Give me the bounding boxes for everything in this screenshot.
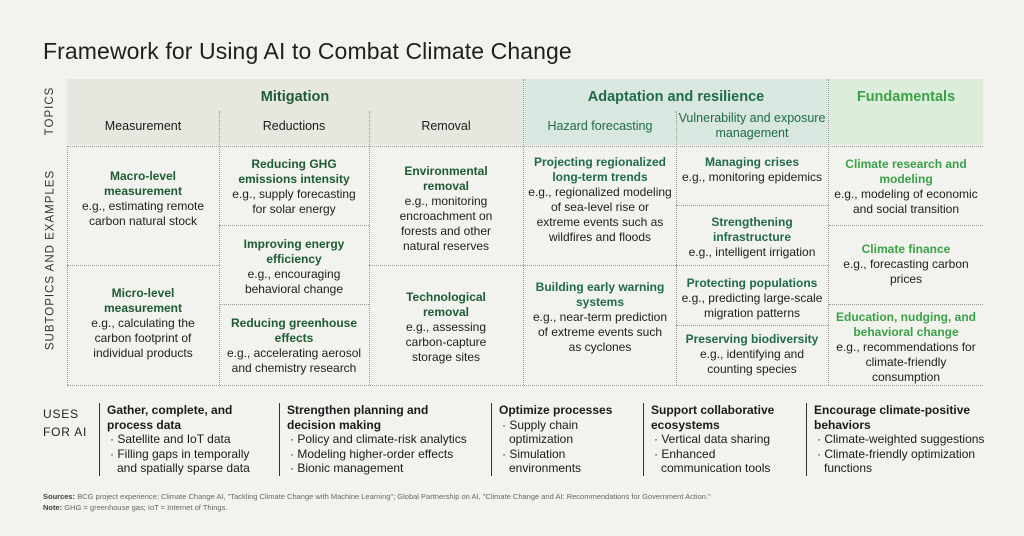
cell-heading: Technological removal <box>406 290 486 319</box>
use-item: · Filling gaps in temporally and spatially sparse data <box>110 446 250 475</box>
cell-detail: e.g., forecasting carbon prices <box>843 257 969 286</box>
cell-managing-crises <box>680 155 824 185</box>
use-collaborative-ecosystems <box>643 403 795 476</box>
cell-heading: Macro-level measurement <box>103 169 183 198</box>
divider <box>369 111 370 385</box>
subtopic-measurement: Measurement <box>104 119 182 133</box>
cell-heading: Climate finance <box>861 242 951 256</box>
cell-protecting-populations <box>678 276 826 321</box>
cell-heading: Managing crises <box>704 155 800 169</box>
divider <box>676 111 677 385</box>
divider <box>676 325 828 326</box>
cell-heading: Projecting regionalized long-term trends <box>533 155 667 184</box>
use-gather-data <box>99 403 269 476</box>
divider <box>828 79 829 385</box>
cell-detail: e.g., near-term prediction of extreme events such as cyclones <box>532 310 668 354</box>
use-strengthen-planning <box>279 403 479 476</box>
subtopic-removal: Removal <box>421 119 471 133</box>
use-item: · Enhanced communication tools <box>654 446 771 475</box>
use-item: · Bionic management <box>290 461 404 475</box>
divider <box>829 304 983 305</box>
use-item: · Modeling higher-order effects <box>290 446 454 461</box>
cell-heading: Education, nudging, and behavioral change <box>836 310 976 339</box>
divider <box>676 205 828 206</box>
subtopic-vulnerability: Vulnerability and exposure management <box>678 111 826 140</box>
cell-detail: e.g., supply forecasting for solar energy <box>232 187 356 216</box>
use-optimize-processes <box>491 403 633 476</box>
cell-detail: e.g., monitoring epidemics <box>681 170 823 184</box>
use-item: · Climate-weighted suggestions <box>817 432 985 446</box>
note-label: Note: <box>43 503 63 512</box>
cell-greenhouse-effects <box>224 316 364 376</box>
cell-detail: e.g., encouraging behavioral change <box>244 267 344 296</box>
cell-heading: Environmental removal <box>404 164 488 193</box>
use-item: · Vertical data sharing <box>654 432 771 446</box>
use-item: · Policy and climate-risk analytics <box>290 432 467 446</box>
cell-environmental-removal <box>388 164 504 254</box>
footer-sources <box>43 491 711 502</box>
divider <box>523 79 524 385</box>
divider <box>67 146 983 147</box>
cell-energy-efficiency <box>226 237 362 297</box>
topic-adaptation: Adaptation and resilience <box>587 89 765 105</box>
use-heading: Strengthen planning and decision making <box>287 403 429 432</box>
cell-preserving-biodiversity <box>680 332 824 377</box>
cell-heading: Protecting populations <box>686 276 818 290</box>
cell-heading: Reducing GHG emissions intensity <box>238 157 350 186</box>
cell-heading: Micro-level measurement <box>103 286 183 315</box>
cell-strengthening-infrastructure <box>680 215 824 260</box>
cell-macro-measurement <box>80 169 206 229</box>
divider <box>67 385 983 386</box>
cell-climate-research <box>833 157 979 217</box>
topic-fundamentals: Fundamentals <box>856 89 956 105</box>
footer <box>43 491 711 513</box>
use-climate-positive-behaviors <box>806 403 996 476</box>
subtopics-label: SUBTOPICS AND EXAMPLES <box>44 169 57 351</box>
cell-detail: e.g., modeling of economic and social transition <box>834 187 978 216</box>
cell-micro-measurement <box>80 286 206 361</box>
cell-detail: e.g., identifying and counting species <box>699 347 805 376</box>
cell-heading: Climate research and modeling <box>845 157 967 186</box>
footer-note <box>43 502 711 513</box>
use-item: · Climate-friendly optimization functions <box>817 446 976 475</box>
cell-detail: e.g., estimating remote carbon natural stock <box>81 199 205 228</box>
use-item: · Simulation environments <box>502 446 582 475</box>
cell-heading: Preserving biodiversity <box>685 332 819 346</box>
divider <box>829 225 983 226</box>
use-item: · Satellite and IoT data <box>110 432 231 446</box>
cell-climate-finance <box>840 242 972 287</box>
cell-heading: Building early warning systems <box>535 280 665 309</box>
cell-projecting-trends <box>528 155 672 245</box>
divider <box>369 265 523 266</box>
cell-detail: e.g., accelerating aerosol and chemistry research <box>226 346 362 375</box>
cell-reducing-ghg <box>226 157 362 217</box>
cell-detail: e.g., assessing carbon-capture storage sites <box>405 320 487 364</box>
use-heading: Support collaborative ecosystems <box>651 403 775 432</box>
use-heading: Gather, complete, and process data <box>107 403 233 432</box>
sources-text: BCG project experience; Climate Change AI, "Tackling Climate Change with Machine Learning"; Global Partnership on AI, "Climate Change and AI: Recommendations for Government Action." <box>77 492 711 501</box>
use-heading: Encourage climate-positive behaviors <box>814 403 971 432</box>
subtopic-hazard-forecasting: Hazard forecasting <box>547 119 653 133</box>
cell-detail: e.g., monitoring encroachment on forests and other natural reserves <box>399 194 493 253</box>
cell-heading: Strengthening infrastructure <box>711 215 793 244</box>
sources-label: Sources: <box>43 492 76 501</box>
cell-detail: e.g., intelligent irrigation <box>688 245 816 259</box>
uses-label-line: USES <box>43 407 79 421</box>
cell-heading: Improving energy efficiency <box>243 237 345 266</box>
note-text: GHG = greenhouse gas; IoT = Internet of Things. <box>64 503 228 512</box>
cell-technological-removal <box>388 290 504 365</box>
divider <box>524 265 676 266</box>
cell-early-warning <box>532 280 668 355</box>
topics-label: TOPICS <box>44 86 56 136</box>
cell-detail: e.g., recommendations for climate-friendly consumption <box>836 340 976 384</box>
uses-label-line: FOR AI <box>43 425 88 439</box>
uses-label <box>43 405 87 441</box>
use-item: · Supply chain optimization <box>502 417 579 446</box>
topic-mitigation: Mitigation <box>260 89 330 105</box>
cell-heading: Reducing greenhouse effects <box>230 316 358 345</box>
use-heading: Optimize processes <box>499 403 613 417</box>
page-title: Framework for Using AI to Combat Climate Change <box>43 38 572 64</box>
subtopic-reductions: Reductions <box>262 119 326 133</box>
divider <box>219 304 369 305</box>
divider <box>219 111 220 385</box>
cell-detail: e.g., predicting large-scale migration patterns <box>681 291 823 320</box>
divider <box>219 225 369 226</box>
divider <box>67 265 219 266</box>
cell-education-nudging <box>833 310 979 385</box>
divider <box>676 265 828 266</box>
cell-detail: e.g., calculating the carbon footprint of individual products <box>91 316 195 360</box>
cell-detail: e.g., regionalized modeling of sea-level rise or extreme events such as wildfires and floods <box>528 185 672 244</box>
